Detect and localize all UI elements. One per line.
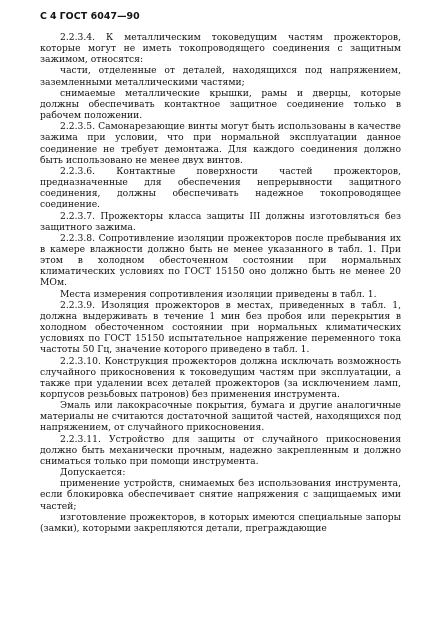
paragraph-item: части, отделенные от деталей, находящихся под напряжением, заземленными металлическими частями;	[40, 65, 401, 88]
page-mark: С	[40, 11, 47, 22]
standard-designation: ГОСТ 6047—90	[59, 11, 140, 22]
page-number: 4	[49, 11, 57, 22]
paragraph-allowed: Допускается:	[60, 467, 126, 479]
paragraph-2-2-3-8: 2.2.3.8. Сопротивление изоляции прожекторов после пребывания их в камере влажности должно быть не менее указанного в табл. 1. При этом в холодном обесточенном состоянии при нормальных климатических условиях по ГОСТ 15150 оно должно быть не менее 20 МОм.	[40, 232, 401, 289]
page-header	[40, 11, 401, 23]
document-body	[40, 32, 401, 534]
paragraph-2-2-3-7: 2.2.3.7. Прожекторы класса защиты III должны изготовляться без защитного зажима.	[40, 210, 401, 233]
paragraph-item: изготовление прожекторов, в которых имеются специальные запоры (замки), которыми закрепляются детали, преграждающие	[40, 511, 401, 534]
paragraph-2-2-3-6: 2.2.3.6. Контактные поверхности частей прожекторов, предназначенные для обеспечения непрерывности защитного соединения, должны обеспечивать надежное токопроводящее соединение.	[40, 165, 401, 211]
paragraph-2-2-3-11: 2.2.3.11. Устройство для защиты от случайного прикосновения должно быть механически прочным, надежно закрепленным и должно сниматься только при помощи инструмента.	[40, 433, 401, 467]
paragraph-note: Эмаль или лакокрасочные покрытия, бумага и другие аналогичные материалы не считаются достаточной защитой частей, находящихся под напряжением, от случайного прикосновения.	[40, 400, 401, 434]
paragraph-note: Места измерения сопротивления изоляции приведены в табл. 1.	[60, 288, 377, 300]
paragraph-item: снимаемые металлические крышки, рамы и дверцы, которые должны обеспечивать контактное защитное соединение только в рабочем положении.	[40, 87, 401, 122]
paragraph-2-2-3-10: 2.2.3.10. Конструкция прожекторов должна исключать возможность случайного прикосновения к токоведущим частям при эксплуатации, а также при удалении всех деталей прожекторов (за исключением ламп, корпусов резьбовых патронов) без применения инструмента.	[40, 355, 401, 400]
paragraph-item: применение устройств, снимаемых без использования инструмента, если блокировка обеспечивает снятие напряжения с защищаемых ими частей;	[40, 478, 401, 512]
paragraph-2-2-3-4: 2.2.3.4. К металлическим токоведущим частям прожекторов, которые могут не иметь токопроводящего соединения с защитным зажимом, относятся:	[40, 32, 401, 66]
paragraph-2-2-3-5: 2.2.3.5. Самонарезающие винты могут быть использованы в качестве зажима при условии, что при нормальной эксплуатации данное соединение не требует демонтажа. Для каждого соединения должно быть использовано не менее двух винтов.	[40, 121, 401, 166]
paragraph-2-2-3-9: 2.2.3.9. Изоляция прожекторов в местах, приведенных в табл. 1, должна выдерживать в течение 1 мин без пробоя или перекрытия в холодном обесточенном состоянии при нормальных климатических условиях по ГОСТ 15150 испытательное напряжение переменного тока частоты 50 Гц, значение которого приведено в табл. 1.	[40, 299, 401, 356]
